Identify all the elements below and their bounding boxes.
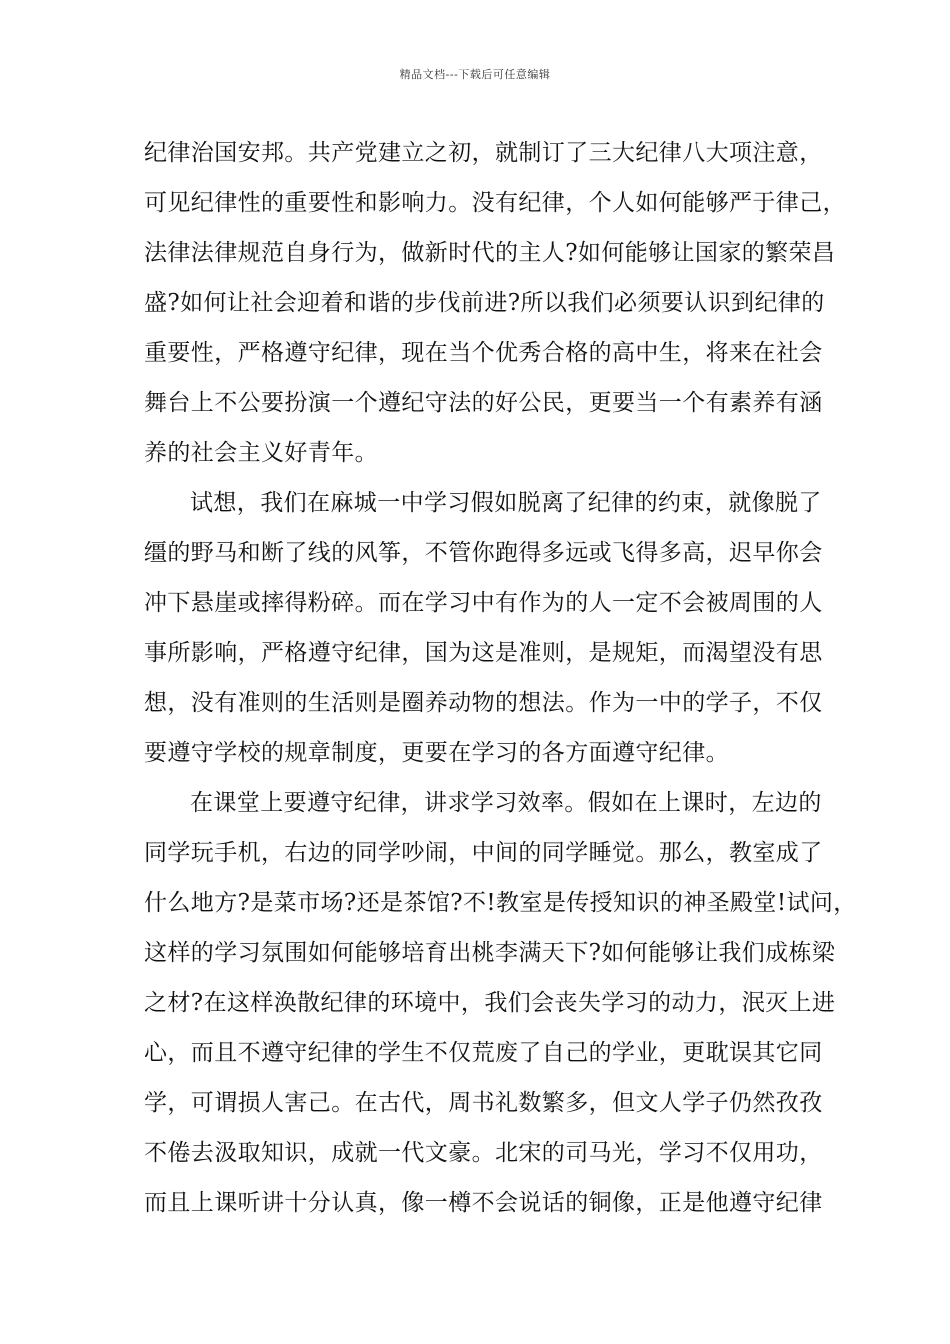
text-line: 同学玩手机，右边的同学吵闹，中间的同学睡觉。那么，教室成了 <box>144 840 823 866</box>
text-line: 法律法律规范自身行为，做新时代的主人?如何能够让国家的繁荣昌 <box>144 240 836 266</box>
paragraph-1 <box>144 128 846 478</box>
text-line: 事所影响，严格遵守纪律，国为这是准则，是规矩，而渴望没有思 <box>144 640 823 666</box>
text-line: 之材?在这样涣散纪律的环境中，我们会丧失学习的动力，泯灭上进 <box>144 990 836 1016</box>
text-line: 纪律治国安邦。共产党建立之初，就制订了三大纪律八大项注意， <box>144 140 823 166</box>
text-line: 要遵守学校的规章制度，更要在学习的各方面遵守纪律。 <box>144 740 729 766</box>
text-line: 学，可谓损人害己。在古代，周书礼数繁多，但文人学子仍然孜孜 <box>144 1090 823 1116</box>
text-line: 可见纪律性的重要性和影响力。没有纪律，个人如何能够严于律己， <box>144 190 846 216</box>
text-line: 在课堂上要遵守纪律，讲求学习效率。假如在上课时，左边的 <box>190 790 822 816</box>
text-line: 冲下悬崖或摔得粉碎。而在学习中有作为的人一定不会被周围的人 <box>144 590 823 616</box>
text-line: 盛?如何让社会迎着和谐的步伐前进?所以我们必须要认识到纪律的 <box>144 290 825 316</box>
text-line: 试想，我们在麻城一中学习假如脱离了纪律的约束，就像脱了 <box>190 490 822 516</box>
page-header: 精品文档---下载后可任意编辑 <box>399 68 551 81</box>
text-line: 舞台上不公要扮演一个遵纪守法的好公民，更要当一个有素养有涵 <box>144 390 823 416</box>
text-line: 缰的野马和断了线的风筝，不管你跑得多远或飞得多高，迟早你会 <box>144 540 823 566</box>
text-line: 这样的学习氛围如何能够培育出桃李满天下?如何能够让我们成栋梁 <box>144 940 836 966</box>
text-line: 养的社会主义好青年。 <box>144 440 378 466</box>
paragraph-3 <box>144 778 857 1228</box>
text-line: 不倦去汲取知识，成就一代文豪。北宋的司马光，学习不仅用功， <box>144 1140 823 1166</box>
text-line: 想，没有准则的生活则是圈养动物的想法。作为一中的学子，不仅 <box>144 690 823 716</box>
text-line: 而且上课听讲十分认真，像一樽不会说话的铜像，正是他遵守纪律 <box>144 1190 823 1216</box>
text-line: 重要性，严格遵守纪律，现在当个优秀合格的高中生，将来在社会 <box>144 340 823 366</box>
text-line: 什么地方?是菜市场?还是茶馆?不!教室是传授知识的神圣殿堂!试问， <box>144 890 857 916</box>
body-text <box>144 128 857 1228</box>
text-line: 心，而且不遵守纪律的学生不仅荒废了自己的学业，更耽误其它同 <box>144 1040 823 1066</box>
paragraph-2 <box>144 478 824 778</box>
